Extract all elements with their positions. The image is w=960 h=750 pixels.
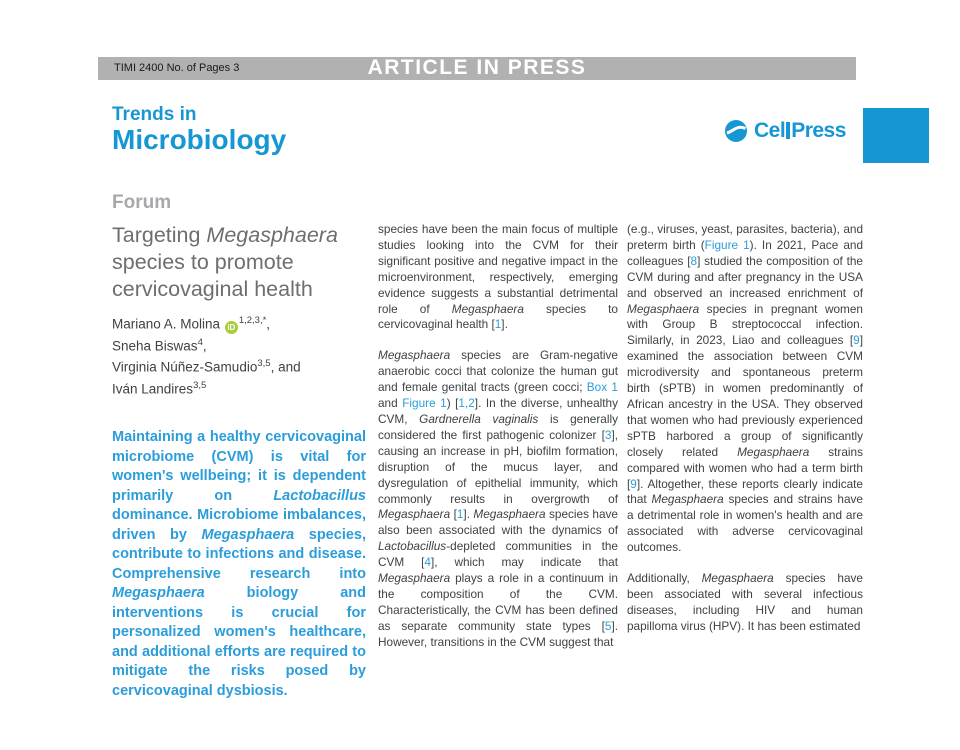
author-name: Sneha Biswas bbox=[112, 338, 198, 353]
text-run: species in pregnant women with Group B streptococcal infection. Similarly, in 2023, Liao and colleagues [ bbox=[627, 301, 863, 348]
italic-text: Megasphaera bbox=[206, 223, 338, 247]
publisher-name-prefix: Cel bbox=[754, 119, 786, 142]
text-run: plays a role in a continuum in the composition of the CVM. Characteristically, the CVM has been defined as separate community state types [ bbox=[378, 571, 618, 633]
author-line bbox=[112, 355, 377, 377]
abstract-teaser bbox=[112, 428, 366, 701]
paragraph bbox=[627, 222, 863, 556]
manuscript-info: TIMI 2400 No. of Pages 3 bbox=[114, 62, 240, 74]
italic-text: Megasphaera bbox=[627, 301, 700, 316]
body-column-right bbox=[627, 222, 863, 708]
italic-text: Megasphaera bbox=[112, 585, 205, 601]
inline-link[interactable]: Figure 1 bbox=[402, 396, 447, 411]
italic-text: Megasphaera bbox=[378, 571, 451, 586]
cellpress-icon bbox=[724, 119, 748, 143]
publisher-name-suffix: Press bbox=[791, 119, 846, 142]
publisher-ll-bar bbox=[786, 122, 790, 139]
text-run: dominance. Microbiome imbalances, driven by bbox=[112, 507, 366, 543]
inline-link[interactable]: 1 bbox=[456, 507, 464, 522]
journal-masthead bbox=[112, 105, 286, 154]
italic-text: Gardnerella vaginalis bbox=[419, 411, 539, 426]
paragraph bbox=[378, 348, 618, 650]
italic-text: Megasphaera bbox=[451, 301, 524, 316]
italic-text: Megasphaera bbox=[651, 492, 724, 507]
text-run: species have been the main focus of multiple studies looking into the CVM for their significant positive and negative impact in the microenvironment, respectively, emerging evidence suggests a substantial detrimental role of bbox=[378, 222, 618, 316]
cellpress-logo[interactable] bbox=[724, 119, 846, 143]
author-list bbox=[112, 312, 377, 398]
inline-link[interactable]: 3 bbox=[604, 427, 612, 442]
brand-square bbox=[863, 108, 929, 163]
inline-link[interactable]: Box 1 bbox=[586, 380, 618, 395]
inline-link[interactable]: 1,2 bbox=[458, 396, 475, 411]
text-run: [ bbox=[450, 507, 457, 522]
italic-text: Megasphaera bbox=[737, 444, 810, 459]
article-in-press-bar bbox=[98, 57, 856, 80]
author-affiliations: 3,5 bbox=[193, 379, 207, 391]
italic-text: Megasphaera bbox=[701, 571, 774, 586]
text-run: species are Gram-negative anaerobic cocci that colonize the human gut and female genital tracts (green cocci; bbox=[378, 348, 618, 395]
text-run: strains compared with women who had a term birth [ bbox=[627, 444, 863, 491]
journal-name-line1: Trends in bbox=[112, 104, 197, 125]
inline-link[interactable]: 9 bbox=[853, 333, 860, 348]
text-run: ]. bbox=[463, 507, 474, 522]
inline-link[interactable]: 9 bbox=[630, 476, 637, 491]
author-affiliations: 3,5 bbox=[257, 358, 271, 369]
article-in-press-banner: ARTICLE IN PRESS bbox=[367, 56, 587, 79]
text-run: Maintaining a healthy cervicovaginal microbiome (CVM) is vital for women's wellbeing; it is dependent primarily on bbox=[112, 429, 366, 504]
text-run: ) [ bbox=[446, 396, 459, 411]
text-run: is generally considered the first pathogenic colonizer [ bbox=[378, 411, 618, 442]
text-run: ], causing an increase in pH, biofilm formation, disruption of the mucus layer, and dysregulation of epithelial immunity, which commonly results in overgrowth of bbox=[378, 427, 618, 506]
inline-link[interactable]: Figure 1 bbox=[704, 237, 750, 252]
italic-text: Megasphaera bbox=[201, 526, 295, 543]
text-run: Targeting bbox=[112, 223, 207, 247]
text-run: species, contribute to infections and disease. Comprehensive research into bbox=[112, 526, 366, 582]
italic-text: Megasphaera bbox=[378, 348, 451, 363]
text-run: ). In 2021, Pace and colleagues [ bbox=[627, 237, 863, 268]
author-separator: , and bbox=[270, 359, 301, 375]
text-run: ]. However, transitions in the CVM suggest that bbox=[378, 618, 618, 649]
author-separator: , bbox=[266, 316, 271, 332]
journal-name-line2: Microbiology bbox=[112, 123, 287, 155]
text-run: -depleted communities in the CVM [ bbox=[378, 539, 618, 570]
text-run: species to cervicovaginal health [ bbox=[378, 301, 618, 332]
text-run: (e.g., viruses, yeast, parasites, bacteria), and preterm birth ( bbox=[627, 222, 863, 252]
inline-link[interactable]: 1 bbox=[494, 317, 502, 332]
text-run: biology and interventions is crucial for personalized women's healthcare, and additional efforts are required to mitigate the risks posed by cervicovaginal dysbiosis. bbox=[112, 585, 366, 699]
author-name: Mariano A. Molina bbox=[112, 316, 221, 332]
italic-text: Lactobacillus bbox=[378, 539, 447, 554]
publisher-name bbox=[754, 119, 846, 143]
author-line bbox=[112, 377, 377, 399]
author-name: Iván Landires bbox=[112, 381, 194, 396]
author-affiliations: 1,2,3,* bbox=[238, 315, 267, 326]
text-run: ] studied the composition of the CVM during and after pregnancy in the USA and observed an increased enrichment of bbox=[627, 253, 863, 300]
inline-link[interactable]: 8 bbox=[690, 253, 698, 268]
italic-text: Megasphaera bbox=[378, 507, 451, 522]
inline-link[interactable]: 5 bbox=[604, 618, 612, 633]
text-run: and bbox=[378, 396, 403, 411]
text-run: ], which may indicate that bbox=[430, 555, 618, 570]
paragraph bbox=[627, 571, 863, 635]
text-run: Additionally, bbox=[627, 571, 702, 586]
text-run: ]. In the diverse, unhealthy CVM, bbox=[378, 396, 618, 426]
text-run: species have also been associated with the dynamics of bbox=[378, 507, 618, 538]
section-label: Forum bbox=[112, 192, 172, 213]
article-title bbox=[112, 222, 370, 303]
author-name: Virginia Núñez-Samudio bbox=[112, 359, 258, 375]
body-column-middle bbox=[378, 222, 618, 708]
italic-text: Megasphaera bbox=[473, 507, 546, 522]
author-line bbox=[112, 334, 377, 356]
paragraph bbox=[378, 222, 618, 333]
author-affiliations: 4 bbox=[197, 336, 203, 348]
author-line bbox=[112, 312, 377, 334]
author-separator: , bbox=[202, 338, 207, 353]
orcid-icon[interactable]: iD bbox=[225, 321, 238, 334]
text-run: ]. bbox=[501, 317, 508, 332]
inline-link[interactable]: 4 bbox=[424, 555, 431, 570]
text-run: ]. Altogether, these reports clearly indicate that bbox=[627, 476, 863, 507]
text-run: ] examined the association between CVM microdiversity and spontaneous preterm birth (sPTB) in women predominantly of African ancestry in the USA. They observed that women who had previously experienced sPTB harbored a group of significantly closely related bbox=[627, 333, 863, 459]
text-run: species and strains have a detrimental role in women's health and are associated with adverse cervicovaginal outcomes. bbox=[627, 492, 863, 555]
italic-text: Lactobacillus bbox=[273, 487, 366, 504]
text-run: species to promote cervicovaginal health bbox=[112, 250, 313, 301]
text-run: species have been associated with several infectious diseases, including HIV and human papilloma virus (HPV). It has been estimated bbox=[627, 571, 863, 633]
